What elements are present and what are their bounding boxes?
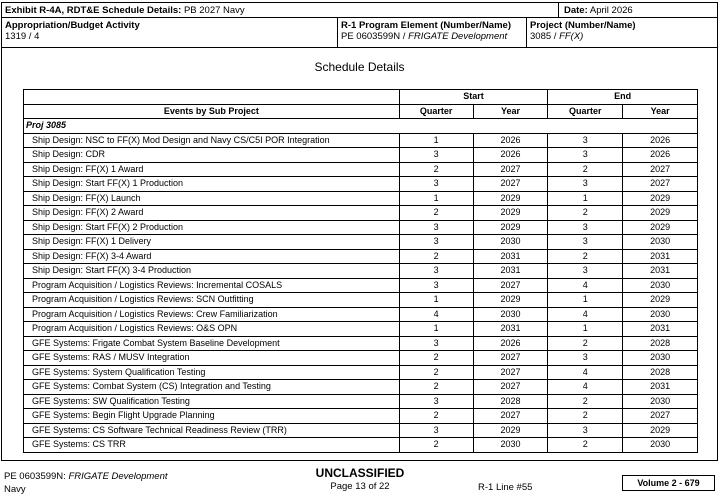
end-year-cell: 2030 [623, 278, 698, 293]
program-element-label: R-1 Program Element (Number/Name) [341, 20, 511, 31]
start-quarter-cell: 2 [399, 380, 473, 395]
table-row [24, 365, 698, 380]
table-row [24, 351, 698, 366]
event-cell: Ship Design: FF(X) 1 Award [24, 162, 400, 177]
event-cell: Ship Design: NSC to FF(X) Mod Design and Navy CS/C5I POR Integration [24, 133, 400, 148]
start-quarter-cell: 3 [399, 336, 473, 351]
end-quarter-cell: 3 [548, 351, 623, 366]
table-header-row-1 [24, 90, 698, 105]
table-row [24, 249, 698, 264]
table-row [24, 336, 698, 351]
event-cell: Ship Design: FF(X) 2 Award [24, 206, 400, 221]
event-cell: GFE Systems: CS TRR [24, 438, 400, 453]
end-quarter-cell: 2 [548, 206, 623, 221]
event-cell: Ship Design: FF(X) 3-4 Award [24, 249, 400, 264]
footer-pe-number: PE 0603599N: [4, 471, 66, 482]
start-year-cell: 2029 [473, 206, 548, 221]
start-quarter-cell: 2 [399, 162, 473, 177]
schedule-table [23, 89, 698, 453]
end-year-cell: 2028 [623, 365, 698, 380]
start-year-cell: 2027 [473, 351, 548, 366]
end-quarter-cell: 3 [548, 148, 623, 163]
end-year-cell: 2029 [623, 206, 698, 221]
event-cell: GFE Systems: SW Qualification Testing [24, 394, 400, 409]
event-cell: Ship Design: FF(X) Launch [24, 191, 400, 206]
table-row [24, 264, 698, 279]
start-quarter-cell: 3 [399, 220, 473, 235]
footer-left [4, 470, 168, 496]
start-year-cell: 2030 [473, 235, 548, 250]
event-cell: GFE Systems: CS Software Technical Readiness Review (TRR) [24, 423, 400, 438]
end-quarter-cell: 3 [548, 220, 623, 235]
event-cell: Ship Design: CDR [24, 148, 400, 163]
project-name: FF(X) [559, 31, 584, 42]
table-row [24, 206, 698, 221]
start-year-cell: 2029 [473, 423, 548, 438]
footer-service: Navy [4, 484, 26, 495]
start-header: Start [399, 90, 548, 105]
appropriation-cell: Appropriation/Budget Activity 1319 / 4 [5, 20, 140, 42]
exhibit-label: Exhibit R-4A, RDT&E Schedule Details: [5, 5, 182, 16]
end-year-cell: 2031 [623, 322, 698, 337]
end-year-cell: 2030 [623, 235, 698, 250]
start-quarter-cell: 2 [399, 409, 473, 424]
start-quarter-cell: 1 [399, 293, 473, 308]
appropriation-value: 1319 [5, 31, 27, 42]
start-year-cell: 2027 [473, 365, 548, 380]
table-row [24, 191, 698, 206]
end-quarter-cell: 3 [548, 235, 623, 250]
end-year-cell: 2026 [623, 133, 698, 148]
project-cell: Project (Number/Name) 3085 / FF(X) [526, 18, 717, 47]
start-quarter-header: Quarter [399, 104, 473, 119]
end-quarter-cell: 2 [548, 162, 623, 177]
project-group-row [24, 119, 698, 134]
start-year-cell: 2027 [473, 409, 548, 424]
end-quarter-cell: 2 [548, 249, 623, 264]
exhibit-value: PB 2027 Navy [183, 5, 245, 16]
footer-pe-name: FRIGATE Development [68, 471, 168, 482]
end-year-cell: 2029 [623, 423, 698, 438]
end-year-cell: 2031 [623, 264, 698, 279]
table-row [24, 423, 698, 438]
program-element-number: PE 0603599N [341, 31, 401, 42]
end-quarter-header: Quarter [548, 104, 623, 119]
page-number: Page 13 of 22 [330, 481, 390, 492]
table-row [24, 394, 698, 409]
event-cell: Ship Design: FF(X) 1 Delivery [24, 235, 400, 250]
table-header-row-2 [24, 104, 698, 119]
event-cell: GFE Systems: Begin Flight Upgrade Planning [24, 409, 400, 424]
start-quarter-cell: 2 [399, 249, 473, 264]
end-year-cell: 2027 [623, 162, 698, 177]
end-year-header: Year [623, 104, 698, 119]
start-quarter-cell: 3 [399, 177, 473, 192]
start-quarter-cell: 1 [399, 322, 473, 337]
blank-header [24, 90, 400, 105]
end-quarter-cell: 4 [548, 307, 623, 322]
table-row [24, 133, 698, 148]
start-quarter-cell: 4 [399, 307, 473, 322]
start-quarter-cell: 3 [399, 148, 473, 163]
start-quarter-cell: 3 [399, 423, 473, 438]
start-year-cell: 2027 [473, 162, 548, 177]
start-quarter-cell: 1 [399, 191, 473, 206]
end-year-cell: 2026 [623, 148, 698, 163]
appropriation-label: Appropriation/Budget Activity [5, 20, 140, 31]
program-header-row [2, 18, 717, 48]
event-cell: GFE Systems: RAS / MUSV Integration [24, 351, 400, 366]
start-year-cell: 2031 [473, 264, 548, 279]
exhibit-title [5, 5, 245, 16]
project-number: 3085 [530, 31, 552, 42]
end-quarter-cell: 3 [548, 177, 623, 192]
date-cell [558, 3, 717, 17]
table-row [24, 148, 698, 163]
event-cell: Ship Design: Start FF(X) 3-4 Production [24, 264, 400, 279]
event-cell: Program Acquisition / Logistics Reviews: O&S OPN [24, 322, 400, 337]
page-footer [0, 462, 720, 499]
end-year-cell: 2029 [623, 220, 698, 235]
table-row [24, 177, 698, 192]
start-year-cell: 2026 [473, 148, 548, 163]
date-label: Date: [564, 5, 588, 16]
program-element-cell: R-1 Program Element (Number/Name) PE 0603599N / FRIGATE Development [337, 18, 526, 47]
events-header: Events by Sub Project [24, 104, 400, 119]
exhibit-header-row [2, 3, 717, 18]
end-year-cell: 2031 [623, 249, 698, 264]
end-quarter-cell: 4 [548, 380, 623, 395]
start-quarter-cell: 1 [399, 133, 473, 148]
footer-center [290, 467, 430, 493]
start-quarter-cell: 3 [399, 235, 473, 250]
budget-activity-value: 4 [34, 31, 40, 42]
end-year-cell: 2030 [623, 307, 698, 322]
start-year-cell: 2026 [473, 133, 548, 148]
start-quarter-cell: 2 [399, 351, 473, 366]
program-element-name: FRIGATE Development [408, 31, 508, 42]
event-cell: Ship Design: Start FF(X) 1 Production [24, 177, 400, 192]
start-quarter-cell: 2 [399, 438, 473, 453]
project-group-label: Proj 3085 [24, 119, 698, 134]
end-quarter-cell: 1 [548, 322, 623, 337]
end-quarter-cell: 2 [548, 336, 623, 351]
end-quarter-cell: 1 [548, 293, 623, 308]
start-year-cell: 2029 [473, 191, 548, 206]
end-year-cell: 2029 [623, 191, 698, 206]
start-year-cell: 2030 [473, 438, 548, 453]
end-year-cell: 2030 [623, 438, 698, 453]
start-year-cell: 2031 [473, 322, 548, 337]
event-cell: GFE Systems: System Qualification Testing [24, 365, 400, 380]
start-year-cell: 2026 [473, 336, 548, 351]
table-row [24, 438, 698, 453]
table-row [24, 162, 698, 177]
table-row [24, 220, 698, 235]
table-row [24, 293, 698, 308]
table-row [24, 322, 698, 337]
table-row [24, 409, 698, 424]
end-year-cell: 2028 [623, 336, 698, 351]
end-year-cell: 2027 [623, 177, 698, 192]
event-cell: Ship Design: Start FF(X) 2 Production [24, 220, 400, 235]
end-quarter-cell: 2 [548, 409, 623, 424]
end-quarter-cell: 2 [548, 394, 623, 409]
start-quarter-cell: 3 [399, 264, 473, 279]
start-year-cell: 2029 [473, 293, 548, 308]
start-quarter-cell: 3 [399, 278, 473, 293]
start-year-cell: 2027 [473, 177, 548, 192]
date-value: April 2026 [589, 5, 633, 16]
table-row [24, 278, 698, 293]
end-year-cell: 2030 [623, 351, 698, 366]
end-quarter-cell: 3 [548, 423, 623, 438]
end-quarter-cell: 3 [548, 133, 623, 148]
project-label: Project (Number/Name) [530, 20, 636, 31]
start-year-cell: 2030 [473, 307, 548, 322]
table-row [24, 380, 698, 395]
start-quarter-cell: 2 [399, 206, 473, 221]
start-year-cell: 2029 [473, 220, 548, 235]
end-quarter-cell: 4 [548, 365, 623, 380]
event-cell: GFE Systems: Combat System (CS) Integration and Testing [24, 380, 400, 395]
start-year-cell: 2028 [473, 394, 548, 409]
event-cell: GFE Systems: Frigate Combat System Baseline Development [24, 336, 400, 351]
start-year-header: Year [473, 104, 548, 119]
table-row [24, 235, 698, 250]
end-year-cell: 2031 [623, 380, 698, 395]
r1-line: R-1 Line #55 [478, 482, 533, 493]
start-quarter-cell: 2 [399, 365, 473, 380]
event-cell: Program Acquisition / Logistics Reviews: Crew Familiarization [24, 307, 400, 322]
end-quarter-cell: 2 [548, 438, 623, 453]
end-header: End [548, 90, 698, 105]
start-year-cell: 2027 [473, 380, 548, 395]
volume-box: Volume 2 - 679 [622, 475, 715, 491]
end-year-cell: 2029 [623, 293, 698, 308]
end-year-cell: 2027 [623, 409, 698, 424]
end-quarter-cell: 3 [548, 264, 623, 279]
schedule-title: Schedule Details [314, 60, 405, 74]
table-row [24, 307, 698, 322]
end-quarter-cell: 1 [548, 191, 623, 206]
end-year-cell: 2030 [623, 394, 698, 409]
event-cell: Program Acquisition / Logistics Reviews: SCN Outfitting [24, 293, 400, 308]
end-quarter-cell: 4 [548, 278, 623, 293]
start-year-cell: 2031 [473, 249, 548, 264]
start-year-cell: 2027 [473, 278, 548, 293]
classification-label: UNCLASSIFIED [315, 466, 405, 480]
event-cell: Program Acquisition / Logistics Reviews: Incremental COSALS [24, 278, 400, 293]
start-quarter-cell: 3 [399, 394, 473, 409]
